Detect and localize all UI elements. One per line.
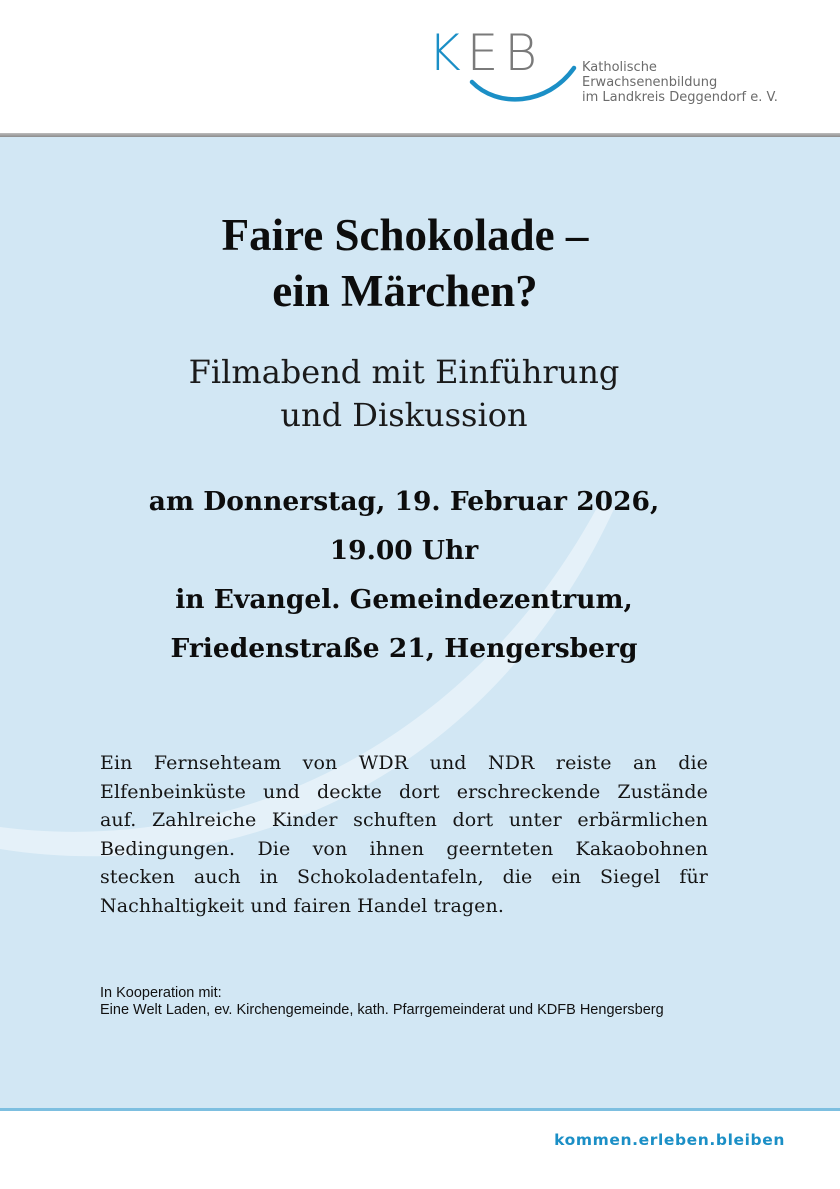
org-line-1: Katholische xyxy=(582,60,657,75)
event-date: am Donnerstag, 19. Februar 2026, xyxy=(148,486,660,517)
event-address: Friedenstraße 21, Hengersberg xyxy=(170,633,638,664)
description-line: Bedingungen. Die von ihnen geernteten Kakaobohnen xyxy=(100,837,708,860)
event-description xyxy=(100,749,708,920)
poster-subtitle xyxy=(0,351,808,437)
event-venue: in Evangel. Gemeindezentrum, xyxy=(175,584,633,615)
logo-letter-k: K xyxy=(428,24,467,82)
description-line: Ein Fernsehteam von WDR und NDR reiste an die xyxy=(100,752,708,774)
description-line: Nachhaltigkeit und fairen Handel tragen. xyxy=(100,894,504,917)
event-details xyxy=(0,477,808,673)
organization-name xyxy=(582,60,778,105)
description-line: auf. Zahlreiche Kinder schuften dort unter erbärmlichen xyxy=(100,809,708,831)
cooperation-heading: In Kooperation mit: xyxy=(100,985,222,1001)
header xyxy=(0,0,840,135)
subtitle-line-2: und Diskussion xyxy=(280,396,528,434)
cooperation-note xyxy=(100,985,664,1019)
slogan: kommen.erleben.bleiben xyxy=(554,1131,785,1149)
event-time: 19.00 Uhr xyxy=(329,535,479,566)
subtitle-line-1: Filmabend mit Einführung xyxy=(188,353,620,391)
logo-swoosh-icon xyxy=(462,60,582,110)
cooperation-partners: Eine Welt Laden, ev. Kirchengemeinde, kath. Pfarrgemeinderat und KDFB Hengersberg xyxy=(100,1002,664,1018)
title-line-1: Faire Schokolade – xyxy=(221,210,589,260)
footer xyxy=(0,1111,840,1189)
content-panel xyxy=(0,137,840,1110)
description-line: stecken auch in Schokoladentafeln, die ein Siegel für xyxy=(100,866,708,888)
org-line-3: im Landkreis Deggendorf e. V. xyxy=(582,90,778,105)
logo-letters-eb: EB xyxy=(466,24,544,82)
poster-title xyxy=(0,207,810,319)
org-line-2: Erwachsenenbildung xyxy=(582,75,718,90)
title-line-2: ein Märchen? xyxy=(272,266,538,316)
description-line: Elfenbeinküste und deckte dort erschreckende Zustände xyxy=(100,780,708,803)
